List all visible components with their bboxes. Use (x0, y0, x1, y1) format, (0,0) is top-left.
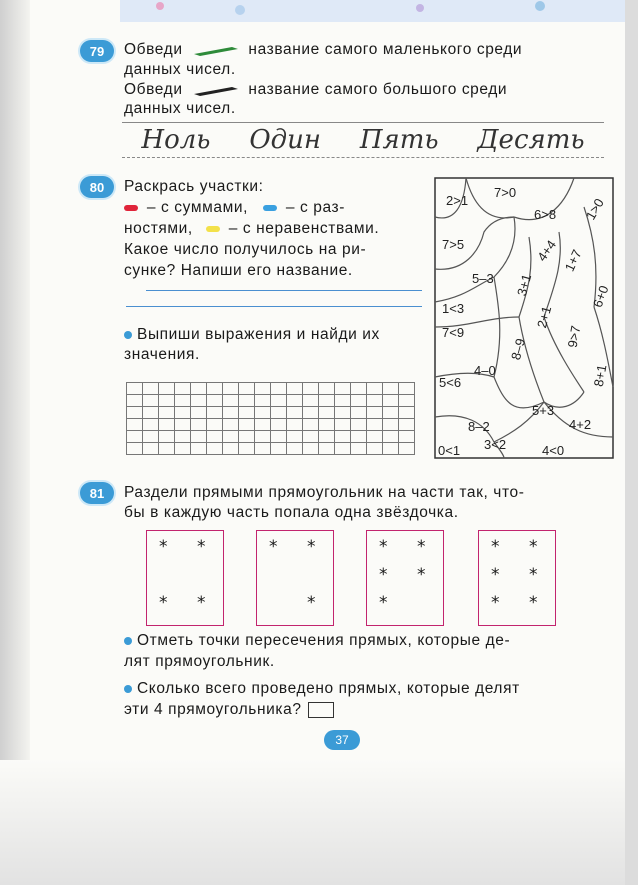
ex80-text: – с суммами, (146, 199, 248, 216)
puzzle-label: 4–0 (474, 363, 496, 378)
blue-color-swatch (263, 205, 277, 211)
puzzle-label: 6+0 (589, 283, 612, 310)
star: * (269, 537, 278, 557)
star: * (379, 537, 388, 557)
ex79-text: Обведи (124, 81, 183, 98)
star: * (307, 537, 316, 557)
star: * (159, 537, 168, 557)
ex81-text: эти 4 прямоугольника? (124, 701, 302, 718)
ex79-line4: данных чисел. (124, 100, 236, 117)
bullet-dot (124, 331, 132, 339)
bottom-shadow (0, 760, 625, 885)
coloring-puzzle[interactable] (434, 177, 614, 459)
puzzle-label: 1>0 (582, 195, 607, 223)
ex80-text: – с неравенствами. (228, 220, 380, 237)
star: * (379, 565, 388, 585)
ex81-task3-line2 (124, 701, 334, 719)
puzzle-label: 2>1 (446, 193, 469, 208)
puzzle-label: 6>8 (534, 207, 557, 222)
red-color-swatch (124, 205, 138, 211)
ex79-text: название самого большого среди (248, 81, 508, 98)
puzzle-label: 1<3 (442, 301, 465, 316)
ex80-text: – с раз- (285, 199, 345, 216)
puzzle-label: 1+7 (561, 247, 585, 274)
star-rectangle-4[interactable] (478, 530, 556, 626)
ex81-task3-line1 (124, 680, 520, 698)
answer-grid[interactable] (126, 382, 415, 455)
ex80-line5: сунке? Напиши его название. (124, 262, 353, 279)
puzzle-label: 4<0 (542, 443, 565, 458)
star: * (491, 593, 500, 613)
puzzle-label: 2+1 (534, 304, 555, 330)
ex81-line1: Раздели прямыми прямоугольник на части так, что- (124, 484, 525, 501)
puzzle-label: 7>5 (442, 237, 465, 252)
ex79-line2: данных чисел. (124, 61, 236, 78)
ex80-text: Выпиши выражения и найди их (137, 326, 380, 343)
star: * (491, 537, 500, 557)
puzzle-label: 8+1 (590, 363, 610, 388)
star: * (529, 537, 538, 557)
puzzle-label: 3+1 (514, 272, 535, 298)
puzzle-label: 7<9 (442, 325, 465, 340)
ex80-line4: Какое число получилось на ри- (124, 241, 367, 258)
bullet-dot (124, 685, 132, 693)
star: * (417, 537, 426, 557)
ex81-task2-line2: лят прямоугольник. (124, 653, 275, 670)
word-zero[interactable]: Ноль (141, 125, 211, 155)
ex79-text: Обведи (124, 41, 183, 58)
puzzle-label: 5+3 (532, 403, 555, 418)
bullet-dot (124, 637, 132, 645)
exercise-number-79: 79 (80, 40, 114, 62)
exercise-number-81: 81 (80, 482, 114, 504)
ex80-text: ностями, (124, 220, 193, 237)
puzzle-label: 5–3 (472, 271, 494, 286)
ex80-line3 (124, 220, 379, 238)
answer-line[interactable] (146, 290, 422, 291)
ex81-text: Сколько всего проведено прямых, которые делят (137, 680, 520, 697)
word-five[interactable]: Пять (359, 125, 439, 155)
star-rectangle-1[interactable] (146, 530, 224, 626)
exercise-number-80: 80 (80, 176, 114, 198)
ex80-line1: Раскрась участки: (124, 178, 264, 195)
ex79-line1 (124, 41, 522, 59)
star: * (529, 565, 538, 585)
ex79-text: название самого маленького среди (248, 41, 523, 58)
yellow-color-swatch (206, 226, 220, 232)
star-rectangle-3[interactable] (366, 530, 444, 626)
star-rectangle-2[interactable] (256, 530, 334, 626)
ex81-task2-line1 (124, 632, 510, 650)
ex80-line2 (124, 199, 345, 217)
puzzle-label: 0<1 (438, 443, 461, 458)
ex81-text: Отметь точки пересечения прямых, которые де- (137, 632, 511, 649)
ex79-line3 (124, 81, 507, 99)
ex80-task2-line1 (124, 326, 380, 344)
puzzle-label: 5<6 (439, 375, 462, 390)
word-ten[interactable]: Десять (477, 125, 585, 155)
star: * (529, 593, 538, 613)
answer-line[interactable] (126, 306, 422, 307)
star: * (379, 593, 388, 613)
puzzle-label: 4+2 (569, 417, 592, 432)
ex81-line2: бы в каждую часть попала одна звёздочка. (124, 504, 459, 521)
puzzle-label: 4+4 (534, 237, 560, 264)
star: * (491, 565, 500, 585)
puzzle-label: 8–2 (468, 419, 490, 434)
star: * (307, 593, 316, 613)
puzzle-label: 9>7 (564, 324, 584, 349)
puzzle-label: 7>0 (494, 185, 517, 200)
page-gutter (0, 0, 30, 885)
star: * (197, 537, 206, 557)
top-decoration (120, 0, 625, 22)
star: * (197, 593, 206, 613)
word-one[interactable]: Один (249, 125, 321, 155)
green-pencil-icon (192, 44, 240, 56)
ex80-task2-line2: значения. (124, 346, 200, 363)
star: * (417, 565, 426, 585)
star: * (159, 593, 168, 613)
puzzle-label: 8–9 (508, 336, 529, 362)
handwritten-words (122, 122, 604, 158)
black-pencil-icon (192, 84, 240, 96)
puzzle-label: 3<2 (484, 437, 507, 452)
answer-box[interactable] (308, 702, 334, 718)
page-number: 37 (324, 730, 360, 750)
